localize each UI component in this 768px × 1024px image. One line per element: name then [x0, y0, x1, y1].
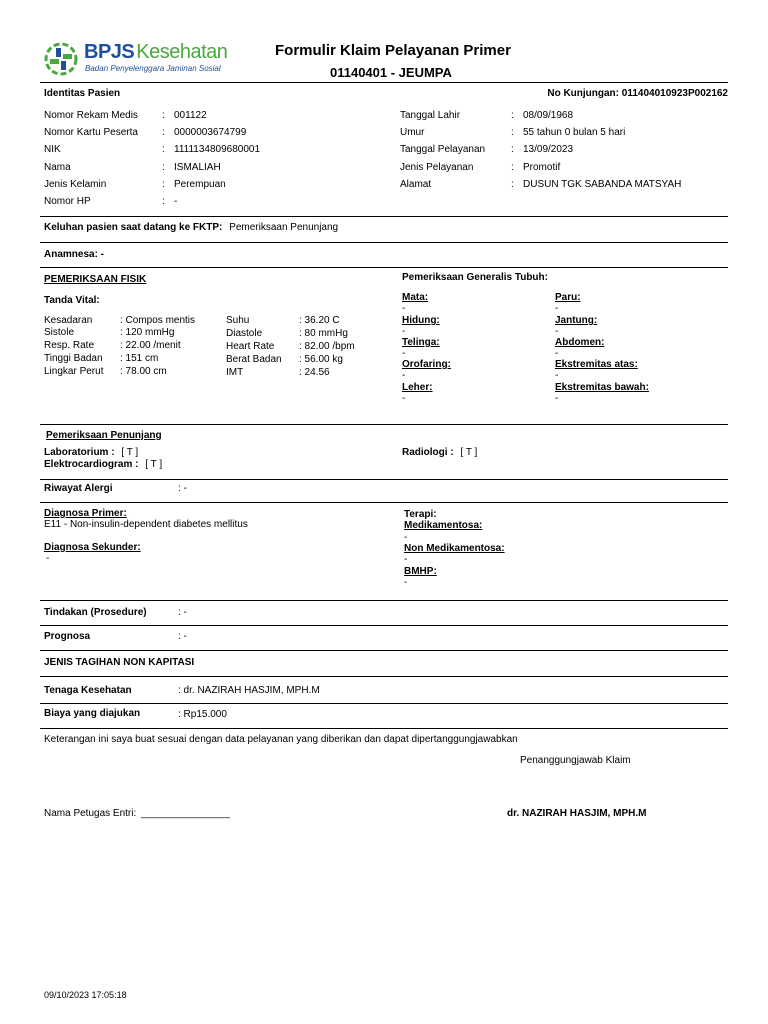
vital-value: : 22.00 /menit — [120, 340, 181, 351]
vital-label: IMT — [226, 367, 244, 378]
ekg-row: Elektrocardiogram : [ T ] — [44, 459, 163, 470]
generalis-label: Jantung: — [555, 315, 598, 326]
generalis-label: Orofaring: — [402, 359, 451, 370]
value-alamat: DUSUN TGK SABANDA MATSYAH — [523, 179, 682, 190]
penunjang-heading: Pemeriksaan Penunjang — [46, 430, 162, 441]
vital-value: : 36.20 C — [299, 315, 340, 326]
tagihan-heading: JENIS TAGIHAN NON KAPITASI — [44, 657, 195, 668]
bmhp-value: - — [404, 577, 408, 588]
logo-brand-sub: Kesehatan — [136, 41, 228, 63]
non-medikamentosa-label: Non Medikamentosa: — [404, 543, 505, 554]
value-kartu-peserta: 0000003674799 — [174, 127, 247, 138]
vital-label: Diastole — [226, 328, 263, 339]
vital-label: Berat Badan — [226, 354, 282, 365]
vital-value: : Compos mentis — [120, 315, 196, 326]
value-tanggal-lahir: 08/09/1968 — [523, 110, 574, 121]
radiologi-row: Radiologi : [ T ] — [402, 447, 478, 458]
label-alamat: Alamat — [400, 179, 432, 190]
keluhan-value: Pemeriksaan Penunjang — [229, 222, 339, 233]
label-nik: NIK — [44, 144, 61, 155]
generalis-label: Ekstremitas atas: — [555, 359, 638, 370]
generalis-value: - — [402, 370, 406, 381]
vital-label: Kesadaran — [44, 315, 93, 326]
keterangan: Keterangan ini saya buat sesuai dengan data pelayanan yang diberikan dan dapat dipertanggungjawabkan — [44, 734, 518, 745]
value-nik: 1111134809680001 — [174, 144, 261, 155]
generalis-label: Leher: — [402, 382, 433, 393]
vital-value: : 56.00 kg — [299, 354, 343, 365]
diagnosa-primer-label: Diagnosa Primer: — [44, 508, 127, 519]
label-nomor-hp: Nomor HP — [44, 196, 91, 207]
signer-name: dr. NAZIRAH HASJIM, MPH.M — [507, 808, 647, 819]
vital-label: Suhu — [226, 315, 250, 326]
tenaga-label: Tenaga Kesehatan — [44, 685, 132, 696]
petugas-entri: Nama Petugas Entri: ________________ — [44, 808, 231, 819]
bpjs-emblem-icon — [44, 42, 78, 76]
generalis-value: - — [555, 393, 559, 404]
medikamentosa-label: Medikamentosa: — [404, 520, 483, 531]
value-nomor-hp: - — [174, 196, 178, 207]
tanda-vital-heading: Tanda Vital: — [44, 295, 100, 306]
generalis-value: - — [402, 348, 406, 359]
generalis-value: - — [402, 393, 406, 404]
logo-brand: BPJS — [84, 41, 135, 63]
generalis-value: - — [402, 303, 406, 314]
value-rekam-medis: 001122 — [174, 110, 207, 121]
generalis-value: - — [555, 303, 559, 314]
generalis-label: Abdomen: — [555, 337, 605, 348]
anamnesa: Anamnesa: - — [44, 249, 105, 260]
terapi-label: Terapi: — [404, 509, 437, 520]
generalis-label: Mata: — [402, 292, 429, 303]
prognosa-value: : - — [178, 631, 187, 642]
diagnosa-primer-value: E11 - Non-insulin-dependent diabetes mellitus — [44, 519, 248, 530]
vital-label: Heart Rate — [226, 341, 275, 352]
generalis-value: - — [555, 348, 559, 359]
tenaga-value: : dr. NAZIRAH HASJIM, MPH.M — [178, 685, 320, 696]
generalis-value: - — [555, 370, 559, 381]
label-jenis-kelamin: Jenis Kelamin — [44, 179, 107, 190]
label-jenis-pelayanan: Jenis Pelayanan — [400, 162, 474, 173]
label-rekam-medis: Nomor Rekam Medis — [44, 110, 138, 121]
value-umur: 55 tahun 0 bulan 5 hari — [523, 127, 626, 138]
lab-row: Laboratorium : [ T ] — [44, 447, 139, 458]
vital-value: : 82.00 /bpm — [299, 341, 355, 352]
alergi-label: Riwayat Alergi — [44, 483, 113, 494]
label-umur: Umur — [400, 127, 425, 138]
value-tanggal-pelayanan: 13/09/2023 — [523, 144, 574, 155]
generalis-value: - — [402, 326, 406, 337]
prognosa-label: Prognosa — [44, 631, 91, 642]
logo-tagline: Badan Penyelenggara Jaminan Sosial — [85, 64, 221, 73]
alergi-value: : - — [178, 483, 187, 494]
keluhan-label: Keluhan pasien saat datang ke FKTP: — [44, 222, 223, 233]
medikamentosa-value: - — [404, 532, 408, 543]
non-medikamentosa-value: - — [404, 554, 408, 565]
tindakan-value: : - — [178, 607, 187, 618]
value-jenis-pelayanan: Promotif — [523, 162, 561, 173]
vital-value: : 78.00 cm — [120, 366, 167, 377]
vital-value: : 80 mmHg — [299, 328, 348, 339]
generalis-value: - — [555, 326, 559, 337]
fisik-heading: PEMERIKSAAN FISIK — [44, 274, 147, 285]
form-subtitle: 01140401 - JEUMPA — [330, 65, 452, 80]
keluhan-row — [44, 222, 338, 233]
no-kunjungan: No Kunjungan: 011404010923P002162 — [547, 88, 728, 99]
vital-value: : 24.56 — [299, 367, 330, 378]
label-kartu-peserta: Nomor Kartu Peserta — [44, 127, 138, 138]
generalis-label: Ekstremitas bawah: — [555, 382, 649, 393]
generalis-heading: Pemeriksaan Generalis Tubuh: — [402, 272, 548, 283]
vital-label: Resp. Rate — [44, 340, 95, 351]
vital-label: Tinggi Badan — [44, 353, 103, 364]
tindakan-label: Tindakan (Prosedure) — [44, 607, 147, 618]
vital-label: Lingkar Perut — [44, 366, 104, 377]
form-title: Formulir Klaim Pelayanan Primer — [275, 42, 511, 59]
penanggung-jawab: Penanggungjawab Klaim — [520, 755, 631, 766]
generalis-label: Telinga: — [402, 337, 440, 348]
label-tanggal-lahir: Tanggal Lahir — [400, 110, 461, 121]
biaya-label: Biaya yang diajukan — [44, 708, 141, 719]
vital-value: : 120 mmHg — [120, 327, 175, 338]
value-nama: ISMALIAH — [174, 162, 221, 173]
bmhp-label: BMHP: — [404, 566, 437, 577]
biaya-value: : Rp15.000 — [178, 709, 227, 720]
generalis-label: Paru: — [555, 292, 581, 303]
generalis-label: Hidung: — [402, 315, 440, 326]
value-jenis-kelamin: Perempuan — [174, 179, 226, 190]
diagnosa-sekunder-value: - — [46, 553, 50, 564]
vital-label: Sistole — [44, 327, 75, 338]
identitas-heading: Identitas Pasien — [44, 88, 121, 99]
print-timestamp: 09/10/2023 17:05:18 — [44, 990, 127, 1000]
diagnosa-sekunder-label: Diagnosa Sekunder: — [44, 542, 141, 553]
vital-value: : 151 cm — [120, 353, 159, 364]
label-tanggal-pelayanan: Tanggal Pelayanan — [400, 144, 486, 155]
label-nama: Nama — [44, 162, 71, 173]
